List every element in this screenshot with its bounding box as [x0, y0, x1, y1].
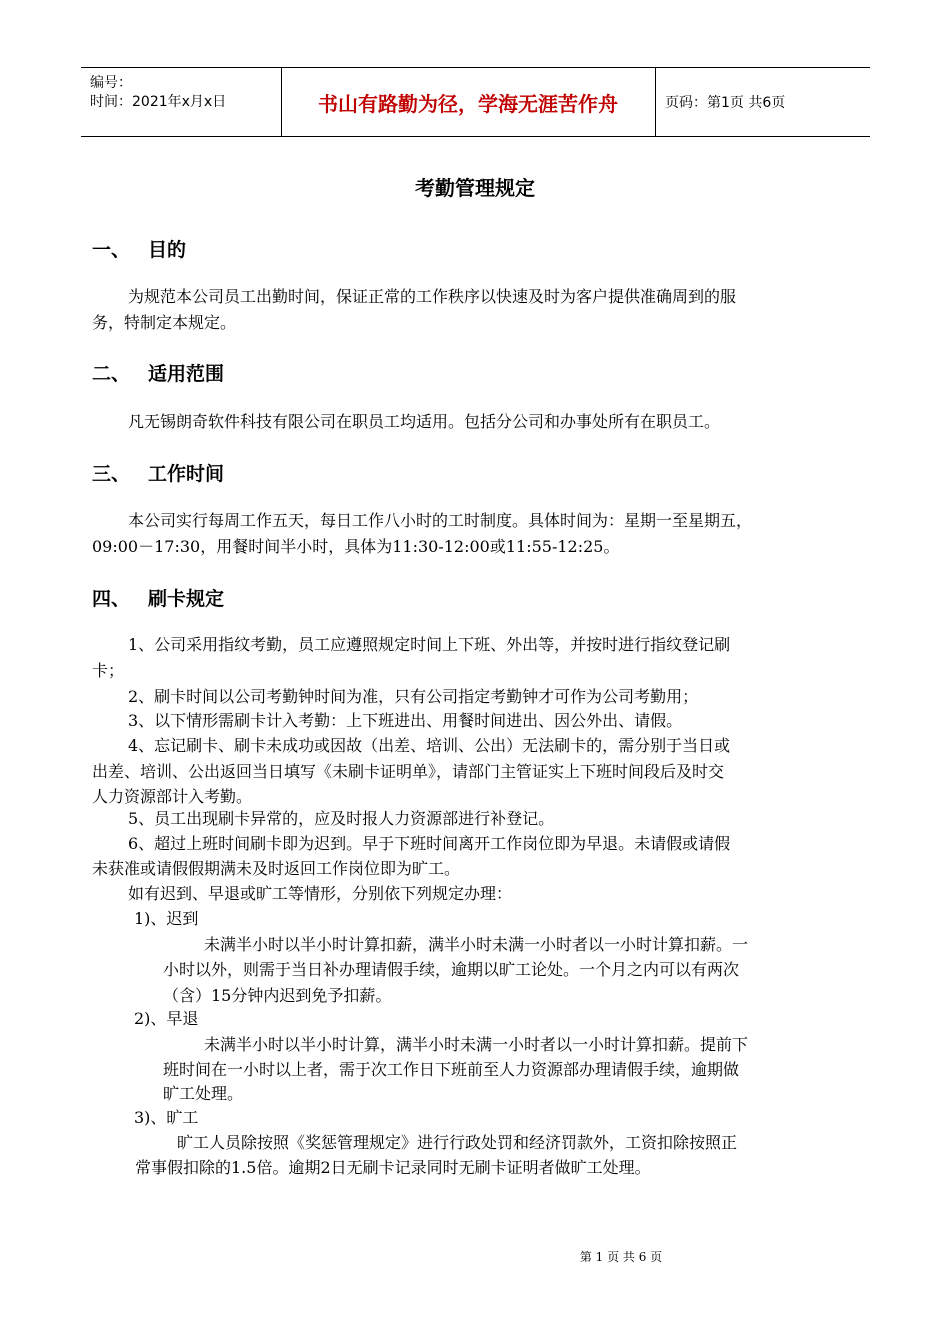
paragraph-line: 本公司实行每周工作五天，每日工作八小时的工时制度。具体时间为：星期一至星期五， — [128, 511, 753, 530]
subsection-line: 旷工处理。 — [163, 1084, 244, 1103]
header-page-cell — [656, 68, 870, 136]
section-title: 适用范围 — [148, 363, 225, 385]
subsection-title-late: 1)、迟到 — [134, 909, 199, 928]
section-title: 目的 — [148, 239, 187, 261]
rule-line: 出差、培训、公出返回当日填写《未刷卡证明单》，请部门主管证实上下班时间段后及时交 — [92, 762, 725, 781]
page-footer — [0, 1248, 950, 1265]
section-number: 三、 — [92, 463, 131, 485]
rule-line: 1、公司采用指纹考勤，员工应遵照规定时间上下班、外出等，并按时进行指纹登记刷 — [128, 635, 731, 654]
footer-page-number: 第 1 页 共 6 页 — [579, 1250, 663, 1264]
section-title: 刷卡规定 — [148, 588, 225, 610]
paragraph-line: 为规范本公司员工出勤时间，保证正常的工作秩序以快速及时为客户提供准确周到的服 — [128, 287, 737, 306]
section-heading-purpose — [92, 235, 186, 262]
subsection-line: 常事假扣除的1.5倍。逾期2日无刷卡记录同时无刷卡证明者做旷工处理。 — [135, 1158, 651, 1177]
header-meta-cell — [81, 68, 282, 136]
rule-line: 6、超过上班时间刷卡即为迟到。早于下班时间离开工作岗位即为早退。未请假或请假 — [128, 834, 731, 853]
paragraph-line: 务，特制定本规定。 — [92, 313, 237, 332]
rule-line: 人力资源部计入考勤。 — [92, 787, 253, 806]
section-heading-card-rules — [92, 584, 224, 611]
section-title: 工作时间 — [148, 463, 225, 485]
paragraph-line: 凡无锡朗奇软件科技有限公司在职员工均适用。包括分公司和办事处所有在职员工。 — [128, 412, 721, 431]
subsection-title-absence: 3)、旷工 — [134, 1108, 199, 1127]
subsection-line: 未满半小时以半小时计算，满半小时未满一小时者以一小时计算扣薪。提前下 — [204, 1035, 749, 1054]
subsection-line: 小时以外，则需于当日补办理请假手续，逾期以旷工论处。一个月之内可以有两次 — [163, 960, 740, 979]
rule-line: 如有迟到、早退或旷工等情形，分别依下列规定办理： — [128, 884, 513, 903]
rule-line: 2、刷卡时间以公司考勤钟时间为准，只有公司指定考勤钟才可作为公司考勤用； — [128, 687, 699, 706]
motto: 书山有路勤为径，学海无涯苦作舟 — [318, 91, 618, 116]
rule-line: 3、以下情形需刷卡计入考勤：上下班进出、用餐时间进出、因公外出、请假。 — [128, 711, 683, 730]
header-motto-cell — [281, 68, 656, 136]
subsection-line: 未满半小时以半小时计算扣薪，满半小时未满一小时者以一小时计算扣薪。一 — [204, 935, 749, 954]
subsection-line: （含）15分钟内迟到免予扣薪。 — [163, 986, 392, 1005]
subsection-line: 旷工人员除按照《奖惩管理规定》进行行政处罚和经济罚款外，工资扣除按照正 — [177, 1133, 738, 1152]
document-header — [81, 67, 870, 137]
subsection-title-early-leave: 2)、早退 — [134, 1009, 199, 1028]
section-heading-scope — [92, 359, 224, 386]
section-number: 二、 — [92, 363, 131, 385]
date-line: 时间：2021年x月x日 — [90, 94, 227, 110]
document-title: 考勤管理规定 — [415, 176, 535, 200]
rule-line: 5、员工出现刷卡异常的，应及时报人力资源部进行补登记。 — [128, 809, 555, 828]
paragraph-line: 09:00－17:30，用餐时间半小时，具体为11:30-12:00或11:55-12:25。 — [92, 537, 620, 556]
section-heading-work-hours — [92, 459, 224, 486]
page-info: 页码：第1页 共6页 — [665, 95, 786, 111]
rule-line: 未获准或请假假期满未及时返回工作岗位即为旷工。 — [92, 859, 461, 878]
section-number: 四、 — [92, 588, 131, 610]
number-label: 编号： — [90, 75, 132, 91]
subsection-line: 班时间在一小时以上者，需于次工作日下班前至人力资源部办理请假手续，逾期做 — [163, 1060, 740, 1079]
rule-line: 4、忘记刷卡、刷卡未成功或因故（出差、培训、公出）无法刷卡的，需分别于当日或 — [128, 736, 731, 755]
section-number: 一、 — [92, 239, 131, 261]
rule-line: 卡； — [92, 661, 125, 680]
